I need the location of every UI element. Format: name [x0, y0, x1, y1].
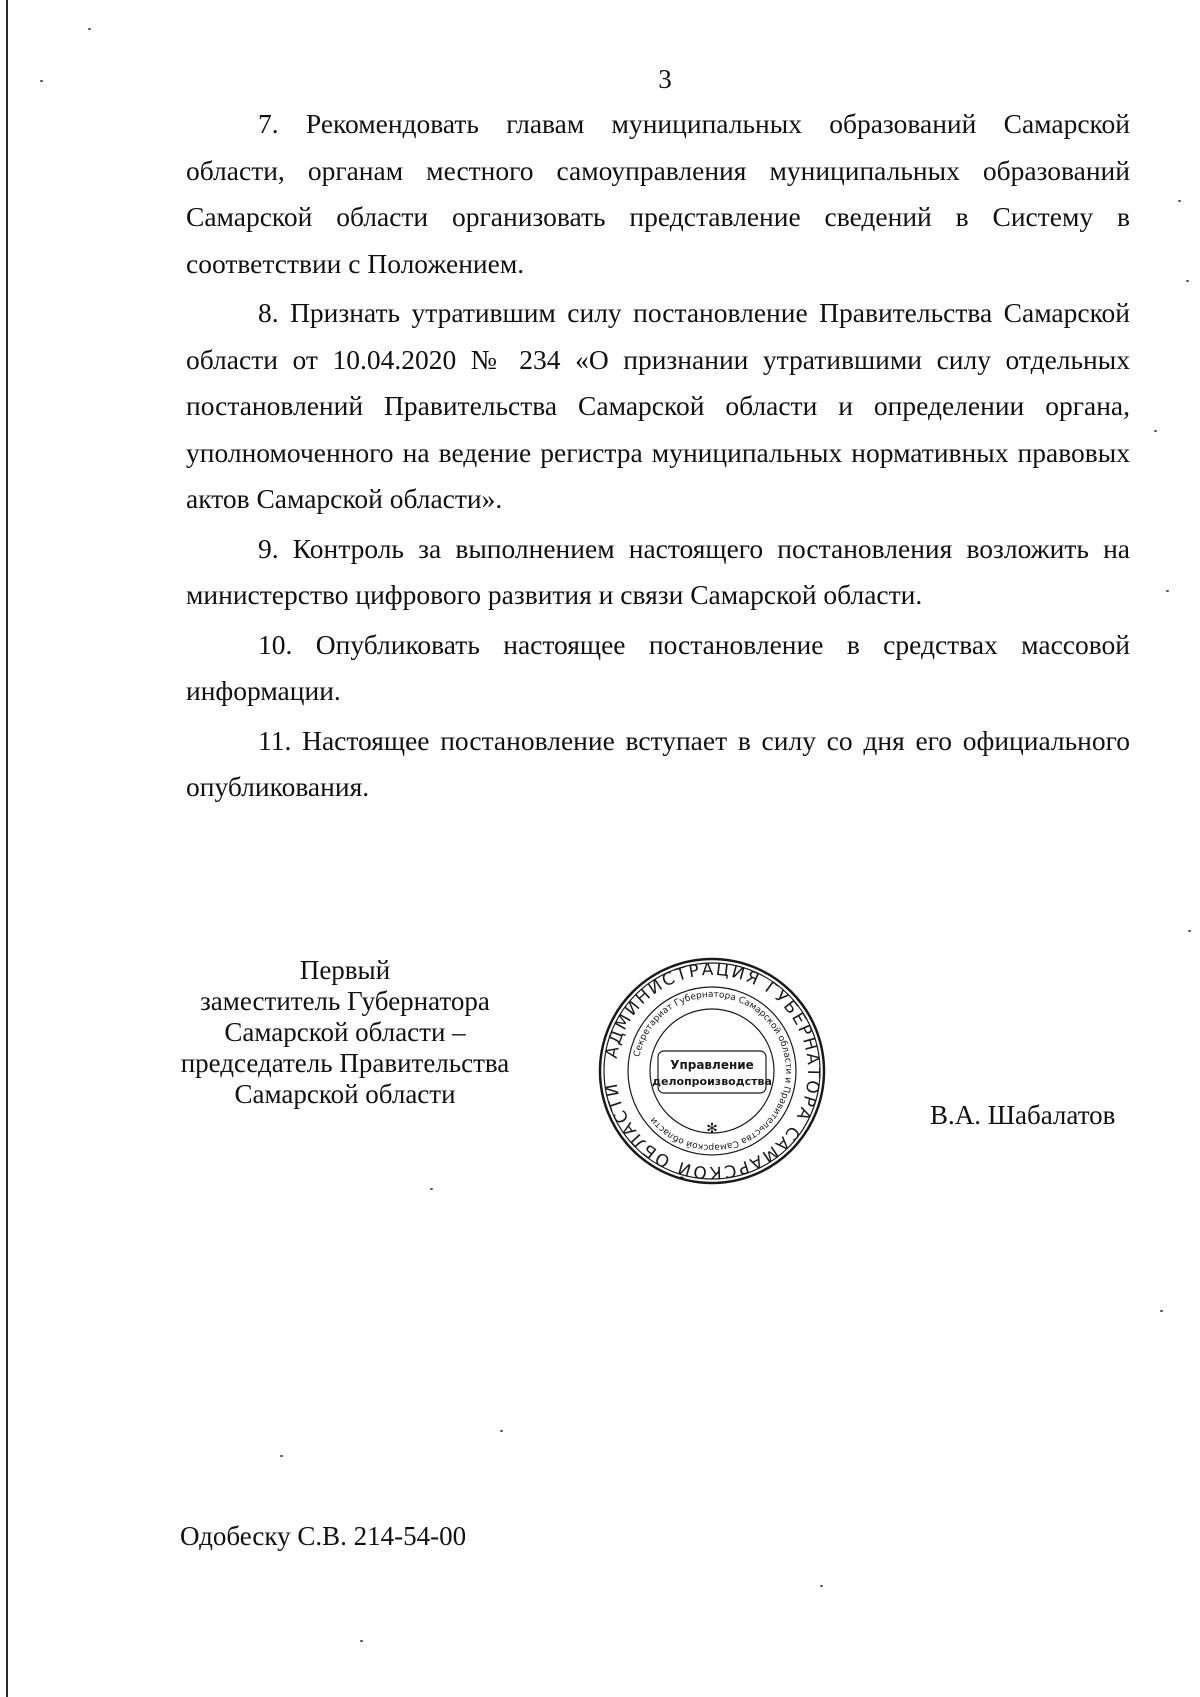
scan-speck	[88, 28, 91, 30]
signer-line: Самарской области	[234, 1079, 456, 1109]
scan-speck	[1166, 590, 1169, 592]
scan-speck	[820, 1585, 823, 1587]
signer-position	[150, 955, 540, 1110]
official-stamp	[596, 955, 828, 1187]
contact-line: Одобеску С.В. 214-54-00	[180, 1521, 467, 1551]
paragraph-7: 7. Рекомендовать главам муниципальных образований Самарской области, органам местного самоуправления муниципальных образований Самарской области организовать представление сведений в Систему в соответствии с Положением.	[186, 108, 1130, 279]
scan-speck	[1186, 280, 1189, 282]
scan-speck	[1178, 200, 1181, 202]
scan-speck	[280, 1455, 283, 1457]
scan-edge-line	[6, 0, 8, 1697]
stamp-outer-text: АДМИНИСТРАЦИЯ ГУБЕРНАТОРА САМАРСКОЙ ОБЛАСТИ	[601, 959, 824, 1183]
signer-line: председатель Правительства	[180, 1048, 510, 1078]
scan-speck	[360, 1640, 363, 1642]
stamp-center-line: делопроизводства	[652, 1075, 772, 1088]
paragraph-8: 8. Признать утратившим силу постановление Правительства Самарской области от 10.04.2020 № 234 «О признании утратившими силу отдельных постановлений Правительства Самарской области и определении органа, уполномоченного на ведение регистра муниципальных нормативных правовых актов Самарской области».	[186, 297, 1130, 514]
scan-speck	[430, 1188, 433, 1190]
signer-name: В.А. Шабалатов	[930, 1100, 1116, 1130]
signer-line: Первый	[299, 955, 391, 985]
scan-speck	[1154, 430, 1157, 432]
page-number: 3	[658, 64, 672, 94]
stamp-middle-text: Секретариат Губернатора Самарской области и Правительства Самарской области	[632, 989, 794, 1153]
paragraph-11: 11. Настоящее постановление вступает в силу со дня его официального опубликования.	[186, 724, 1130, 802]
signer-line: Самарской области –	[224, 1017, 466, 1047]
document-body	[186, 101, 1130, 814]
scan-speck	[500, 1430, 503, 1432]
stamp-center-line: Управление	[670, 1058, 754, 1072]
stamp-star: ✻	[706, 1121, 718, 1137]
stamp-seal-graphic	[596, 955, 828, 1187]
signer-line: заместитель Губернатора	[200, 986, 490, 1016]
scan-speck	[1160, 1310, 1163, 1312]
scan-speck	[1188, 930, 1191, 932]
paragraph-9: 9. Контроль за выполнением настоящего постановления возложить на министерство цифрового развития и связи Самарской области.	[186, 532, 1130, 610]
scan-speck	[40, 80, 43, 82]
paragraph-10: 10. Опубликовать настоящее постановление в средствах массовой информации.	[186, 628, 1130, 706]
